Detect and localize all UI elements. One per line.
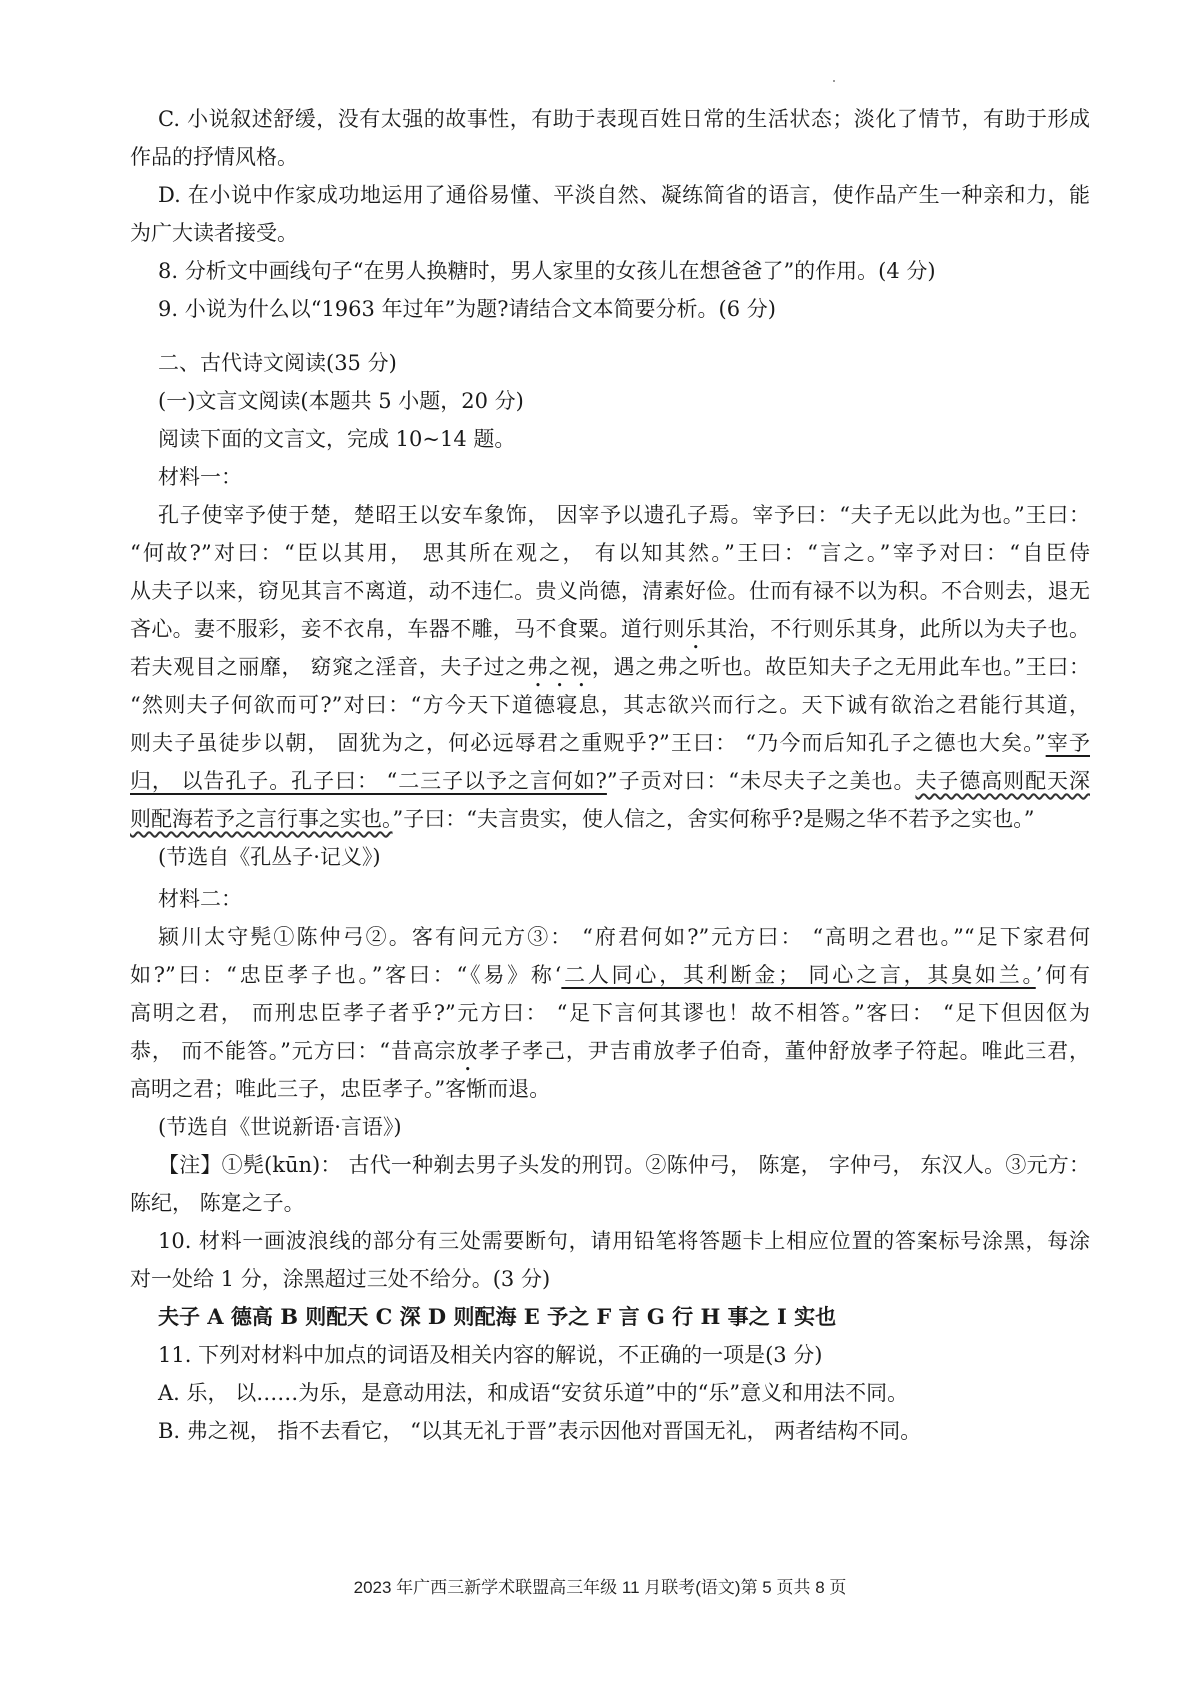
- dotted-word-le: 乐: [684, 617, 707, 641]
- option-d-line-2: 为广大读者接受。: [130, 221, 298, 245]
- material-1-line-3: 从夫子以来，窃见其言不离道，动不违仁。贵义尚德，清素好俭。仕而有禄不以为积。不合则去，退无: [130, 579, 1090, 603]
- question-10-options: 夫子 A 德高 B 则配天 C 深 D 则配海 E 予之 F 言 G 行 H 事之 I 实也: [158, 1304, 837, 1329]
- underlined-sentence-start: 宰予: [1045, 731, 1090, 755]
- question-10-line-1: 10. 材料一画波浪线的部分有三处需要断句，请用铅笔将答题卡上相应位置的答案标号涂黑，每涂: [158, 1229, 1090, 1253]
- question-9: 9. 小说为什么以“1963 年过年”为题?请结合文本简要分析。(6 分): [158, 297, 776, 321]
- wavy-underlined-passage: 夫子德高则配天深: [915, 769, 1090, 793]
- material-2-line-1: 颍川太守髡①陈仲弓②。客有问元方③： “府君何如?”元方曰： “高明之君也。”“足下家君何: [158, 925, 1090, 949]
- material-2-line-5: 高明之君；唯此三子，忠臣孝子。”客惭而退。: [130, 1077, 551, 1101]
- section-2: [130, 344, 1090, 876]
- material-1-line-9: 则配海若予之言行事之实也。”子曰：“夫言贵实，使人信之，舍实何称乎?是赐之华不若予之实也。”: [130, 807, 1035, 831]
- section-2-instruction: 阅读下面的文言文，完成 10~14 题。: [158, 427, 516, 451]
- note-line-2: 陈纪， 陈寔之子。: [130, 1191, 305, 1215]
- material-2-line-4: 恭， 而不能答。”元方曰：“昔高宗放孝子孝己，尹吉甫放孝子伯奇，董仲舒放孝子符起。唯此三君，: [130, 1039, 1090, 1063]
- material-1-source: (节选自《孔丛子·记义》): [158, 845, 381, 869]
- dotted-word-fuzhishi: 弗之视: [526, 655, 592, 679]
- material-1-label: 材料一：: [158, 465, 242, 489]
- material-2-line-3: 高明之君， 而刑忠臣孝子者乎?”元方曰： “足下言何其谬也！故不相答。”客曰： “足下但因伛为: [130, 1001, 1090, 1025]
- material-2-line-2: 如?”曰：“忠臣孝子也。”客曰：“《易》称‘二人同心，其利断金； 同心之言，其臭如兰。’何有: [130, 963, 1090, 987]
- material-2: [130, 880, 1090, 1450]
- material-2-source: (节选自《世说新语·言语》): [158, 1115, 402, 1139]
- section-2-subtitle: (一)文言文阅读(本题共 5 小题，20 分): [158, 389, 524, 413]
- question-11-stem: 11. 下列对材料中加点的词语及相关内容的解说，不正确的一项是(3 分): [158, 1343, 823, 1367]
- underlined-sentence: 归， 以告孔子。孔子曰： “二三子以予之言何如?: [130, 769, 607, 793]
- question-8: 8. 分析文中画线句子“在男人换糖时，男人家里的女孩儿在想爸爸了”的作用。(4 分): [158, 259, 936, 283]
- material-2-label: 材料二：: [158, 887, 242, 911]
- question-11-option-a: A. 乐， 以……为乐，是意动用法，和成语“安贫乐道”中的“乐”意义和用法不同。: [158, 1381, 909, 1405]
- option-d-line-1: D. 在小说中作家成功地运用了通俗易懂、平淡自然、凝练简省的语言，使作品产生一种亲和力，能: [158, 183, 1090, 207]
- wavy-underlined-passage-end: 则配海若予之言行事之实也。: [130, 807, 393, 831]
- material-1-line-8: 归， 以告孔子。孔子曰： “二三子以予之言何如?”子贡对曰：“未尽夫子之美也。夫子德高则配天深: [130, 769, 1090, 793]
- material-1-line-5: 若夫观目之丽靡， 窈窕之淫音，夫子过之弗之视，遇之弗之听也。故臣知夫子之无用此车也。”王曰：: [130, 655, 1091, 679]
- section-2-title: 二、古代诗文阅读(35 分): [158, 351, 397, 375]
- material-1-line-6: “然则夫子何欲而可?”对曰：“方今天下道德寝息，其志欲兴而行之。天下诚有欲治之君能行其道，: [130, 693, 1090, 717]
- option-c-line-2: 作品的抒情风格。: [130, 145, 298, 169]
- material-1-line-4: 吝心。妻不服彩，妾不衣帛，车器不雕，马不食粟。道行则乐其治，不行则乐其身，此所以为夫子也。: [130, 617, 1091, 641]
- scan-speck: [833, 80, 835, 82]
- dotted-word-fang: 放: [456, 1039, 479, 1063]
- question-7-options: [130, 100, 1090, 328]
- material-1-line-2: “何故?”对曰：“臣以其用， 思其所在观之， 有以知其然。”王曰：“言之。”宰予对曰：“自臣侍: [130, 541, 1090, 565]
- underlined-quote: 二人同心，其利断金； 同心之言，其臭如兰。: [561, 963, 1036, 987]
- question-10-line-2: 对一处给 1 分，涂黑超过三处不给分。(3 分): [130, 1267, 551, 1291]
- material-1-line-1: 孔子使宰予使于楚，楚昭王以安车象饰， 因宰予以遗孔子焉。宰予曰：“夫子无以此为也。”王曰：: [158, 503, 1090, 527]
- option-c-line-1: C. 小说叙述舒缓，没有太强的故事性，有助于表现百姓日常的生活状态；淡化了情节，有助于形成: [158, 107, 1090, 131]
- note-line-1: 【注】①髡(kūn)： 古代一种剃去男子头发的刑罚。②陈仲弓， 陈寔， 字仲弓， 东汉人。③元方：: [158, 1153, 1090, 1177]
- page-footer: 2023 年广西三新学术联盟高三年级 11 月联考(语文)第 5 页共 8 页: [353, 1578, 847, 1597]
- question-11-option-b: B. 弗之视， 指不去看它， “以其无礼于晋”表示因他对晋国无礼， 两者结构不同。: [158, 1419, 922, 1443]
- material-1-line-7: 则夫子虽徒步以朝， 固犹为之，何必远辱君之重贶乎?”王曰： “乃今而后知孔子之德也大矣。”宰予: [130, 731, 1090, 755]
